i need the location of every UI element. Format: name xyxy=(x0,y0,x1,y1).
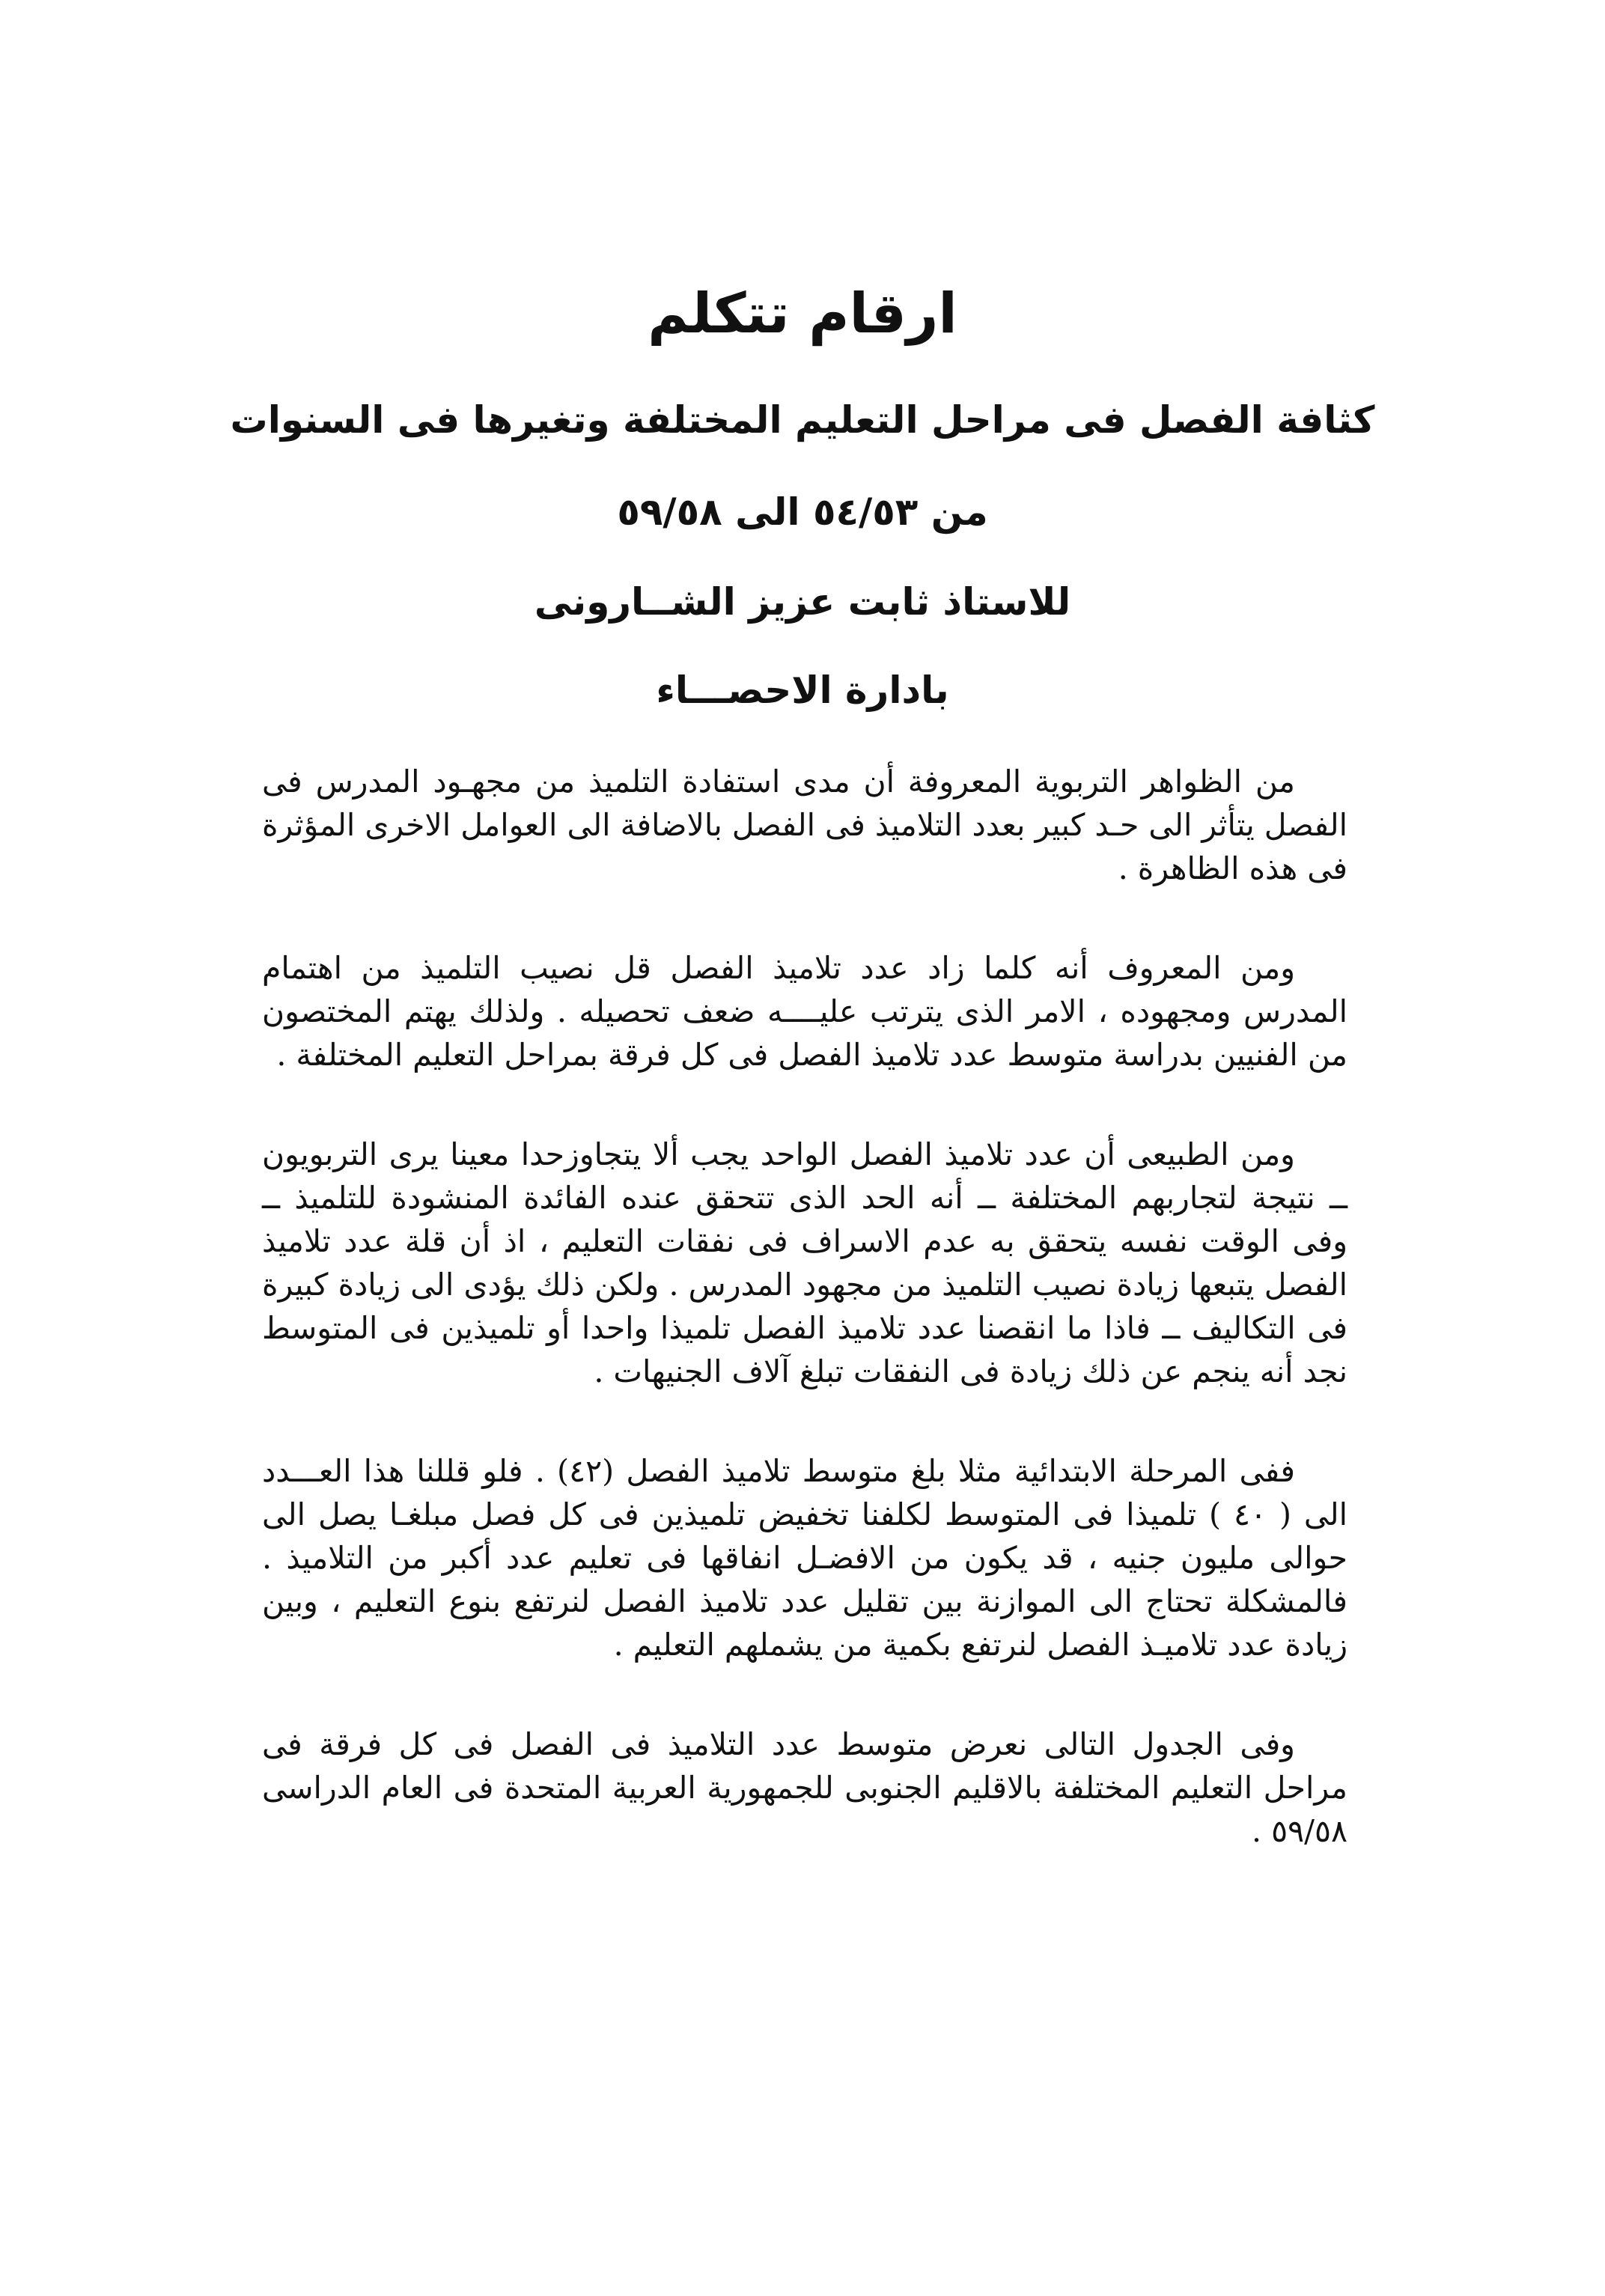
department-line: بادارة الاحصـــاء xyxy=(656,669,949,712)
paragraph-2: ومن المعروف أنه كلما زاد عدد تلاميذ الفصل قل نصيب التلميذ من اهتمام المدرس ومجهوده ، الامر الذى يترتب عليــــه ضعف تحصيله . ولذلك يهتم المختصون من الفنيين بدراسة متوسط عدد تلاميذ الفصل فى كل فرقة بمراحل التعليم المختلفة . xyxy=(262,950,1347,1073)
paragraph-1: من الظواهر التربوية المعروفة أن مدى استفادة التلميذ من مجهـود المدرس فى الفصل يتأثر الى حـد كبير بعدد التلاميذ فى الفصل بالاضافة الى العوامل الاخرى المؤثرة فى هذه الظاهرة . xyxy=(262,764,1347,886)
paragraph-4: ففى المرحلة الابتدائية مثلا بلغ متوسط تلاميذ الفصل (٤٢) . فلو قللنا هذا العـــدد الى ( ٤٠ ) تلميذا فى المتوسط لكلفنا تخفيض تلميذين فى كل فصل مبلغـا يصل الى حوالى مليون جنيه ، قد يكون من الافضـل انفاقها فى تعليم عدد أكبر من التلاميذ . فالمشكلة تحتاج الى الموازنة بين تقليل عدد تلاميذ الفصل لنرتفع بنوع التعليم ، وبين زيادة عدد تلاميـذ الفصل لنرتفع بكمية من يشملهم التعليم . xyxy=(262,1453,1347,1663)
page-title: ارقام تتكلم xyxy=(648,281,957,346)
author-line: للاستاذ ثابت عزيز الشــارونى xyxy=(534,580,1071,624)
article-body xyxy=(262,760,1347,1909)
article-subtitle: كثافة الفصل فى مراحل التعليم المختلفة وتغيرها فى السنوات xyxy=(230,398,1375,442)
year-range: من ٥٤/٥٣ الى ٥٩/٥٨ xyxy=(617,490,988,534)
paragraph-3: ومن الطبيعى أن عدد تلاميذ الفصل الواحد يجب ألا يتجاوزحدا معينا يرى التربويون ــ نتيجة لتجاربهم المختلفة ــ أنه الحد الذى تتحقق عنده الفائدة المنشودة للتلميذ ــ وفى الوقت نفسه يتحقق به عدم الاسراف فى نفقات التعليم ، اذ أن قلة عدد تلاميذ الفصل يتبعها زيادة نصيب التلميذ من مجهود المدرس . ولكن ذلك يؤدى الى زيادة كبيرة فى التكاليف ــ فاذا ما انقصنا عدد تلاميذ الفصل تلميذا واحدا أو تلميذين فى المتوسط نجد أنه ينجم عن ذلك زيادة فى النفقات تبلغ آلاف الجنيهات . xyxy=(262,1136,1347,1389)
paragraph-5: وفى الجدول التالى نعرض متوسط عدد التلاميذ فى الفصل فى كل فرقة فى مراحل التعليم المختلفة بالاقليم الجنوبى للجمهورية العربية المتحدة فى العام الدراسى ٥٩/٥٨ . xyxy=(262,1726,1347,1849)
